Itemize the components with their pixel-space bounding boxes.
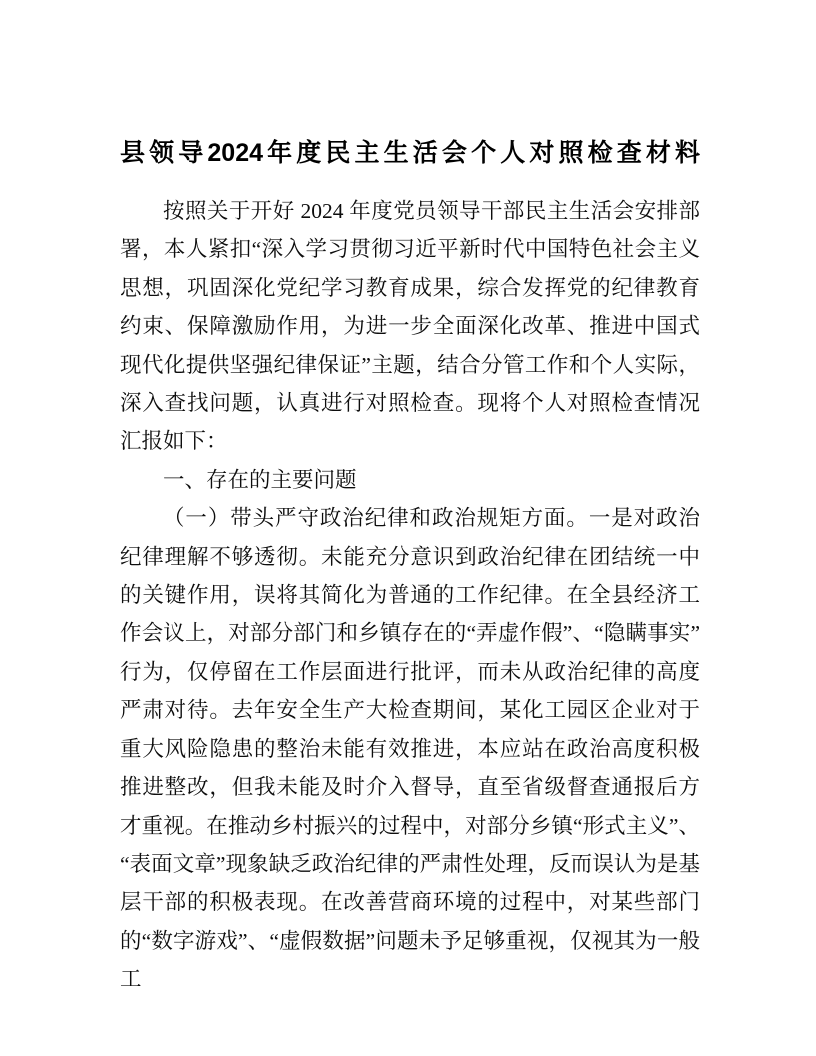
subsection-political-discipline: （一）带头严守政治纪律和政治规矩方面。一是对政治纪律理解不够透彻。未能充分意识到政治纪律在团结统一中的关键作用，误将其简化为普通的工作纪律。在全县经济工作会议上，对部分部门和乡镇存在的“弄虚作假”、“隐瞒事实”行为，仅停留在工作层面进行批评，而未从政治纪律的高度严肃对待。去年安全生产大检查期间，某化工园区企业对于重大风险隐患的整治未能有效推进，本应站在政治高度积极推进整改，但我未能及时介入督导，直至省级督查通报后方才重视。在推动乡村振兴的过程中，对部分乡镇“形式主义”、“表面文章”现象缺乏政治纪律的严肃性处理，反而误认为是基层干部的积极表现。在改善营商环境的过程中，对某些部门的“数字游戏”、“虚假数据”问题未予足够重视，仅视其为一般工 (120, 506, 700, 992)
document-content-area (120, 0, 700, 999)
intro-paragraph: 按照关于开好 2024 年度党员领导干部民主生活会安排部署，本人紧扣“深入学习贯彻习近平新时代中国特色社会主义思想，巩固深化党纪学习教育成果，综合发挥党的纪律教育约束、保障激励作用，为进一步全面深化改革、推进中国式现代化提供坚强纪律保证”主题，结合分管工作和个人实际，深入查找问题，认真进行对照检查。现将个人对照检查情况汇报如下： (120, 199, 700, 454)
page-title: 县领导2024年度民主生活会个人对照检查材料 (120, 139, 700, 167)
section-heading-existing-problems: 一、存在的主要问题 (163, 467, 357, 492)
